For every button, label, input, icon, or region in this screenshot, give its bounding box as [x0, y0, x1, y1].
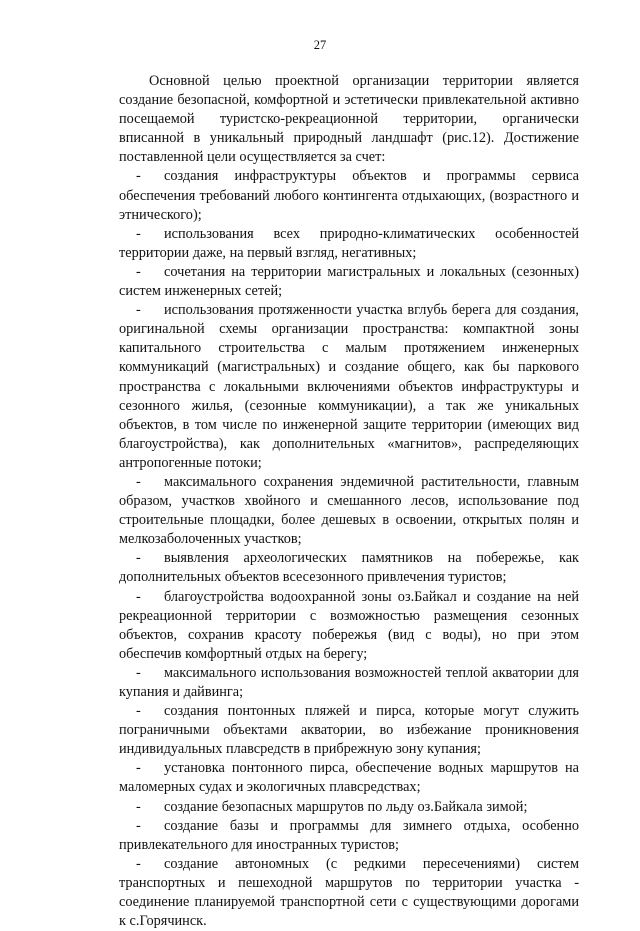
bullet-dash: - — [136, 302, 141, 319]
bullet-dash: - — [136, 703, 141, 720]
bullet-dash: - — [136, 664, 141, 681]
bullet-dash: - — [136, 817, 141, 834]
list-item-text: создание базы и программы для зимнего отдыха, особенно привлекательного для иностранных туристов; — [119, 817, 579, 853]
list-item-text: создание безопасных маршрутов по льду оз.Байкала зимой; — [164, 798, 528, 815]
bullet-dash: - — [136, 855, 141, 872]
list-item-text: создания инфраструктуры объектов и программы сервиса обеспечения требований любого контингента отдыхающих, (возрастного и этнического); — [119, 168, 579, 223]
page-number: 27 — [313, 38, 327, 52]
list-item-text: сочетания на территории магистральных и локальных (сезонных) систем инженерных сетей; — [119, 263, 579, 300]
list-item — [119, 549, 579, 587]
list-item — [119, 167, 579, 224]
list-item-text: использования всех природно-климатических особенностей территории даже, на первый взгляд, негативных; — [119, 225, 579, 261]
bullet-dash: - — [136, 798, 141, 815]
bullet-dash: - — [136, 225, 141, 242]
list-item-text: создания понтонных пляжей и пирса, которые могут служить пограничными объектами акватории, во избежание проникновения индивидуальных плавсредств в прибрежную зону купания; — [119, 703, 579, 758]
list-item — [119, 301, 579, 473]
list-item-text: использования протяженности участка вглубь берега для создания, оригинальной схемы организации пространства: компактной зоны капитального строительства с малым протяжением инженерных коммуникаций (магистральных) и создание общего, как бы паркового пространства с локальными включениями объектов инфраструктуры и сезонного жилья, (сезонные коммуникации), а так же уникальных объектов, в том числе по инженерной защите территории (имеющих вид благоустройства), как дополнительных «магнитов», распределяющих антропогенные потоки; — [119, 302, 579, 471]
bullet-dash: - — [136, 263, 141, 280]
bullet-dash: - — [136, 760, 141, 777]
list-item — [119, 798, 579, 817]
bullet-dash: - — [136, 473, 141, 490]
list-item — [119, 588, 579, 664]
list-item — [119, 263, 579, 301]
list-item-text: благоустройства водоохранной зоны оз.Байкал и создание на ней рекреационной территории с возможностью размещения сезонных объектов, сохранив красоту побережья (вид с воды), но при этом обеспечив комфортный отдых на берегу; — [119, 588, 579, 662]
list-item-text: создание автономных (с редкими пересечениями) систем транспортных и пешеходной маршрутов по территории участка - соединение планируемой транспортной сети с существующими дорогами к с.Горячинск. — [119, 855, 579, 930]
list-item — [119, 702, 579, 759]
list-item-text: выявления археологических памятников на побережье, как дополнительных объектов всесезонного привлечения туристов; — [119, 550, 579, 586]
list-item-text: максимального сохранения эндемичной растительности, главным образом, участков хвойного и смешанного лесов, использование под строительные площадки, более дешевых в освоении, открытых полян и мелкозаболоченных участков; — [119, 473, 579, 548]
list-item-text: установка понтонного пирса, обеспечение водных маршрутов на маломерных судах и экологичных плавсредствах; — [119, 760, 579, 796]
list-item — [119, 664, 579, 702]
bullet-dash: - — [136, 168, 141, 185]
bullet-list — [119, 167, 579, 931]
list-item — [119, 855, 579, 931]
list-item — [119, 473, 579, 549]
list-item — [119, 817, 579, 855]
list-item-text: максимального использования возможностей теплой акватории для купания и дайвинга; — [119, 664, 579, 700]
intro-paragraph: Основной целью проектной организации территории является создание безопасной, комфортной и эстетически привлекательной активно посещаемой туристско-рекреационной территории, органически вписанной в уникальный природный ландшафт (рис.12). Достижение поставленной цели осуществляется за счет: — [119, 73, 579, 166]
bullet-dash: - — [136, 588, 141, 605]
body-text — [119, 72, 579, 931]
list-item — [119, 225, 579, 263]
bullet-dash: - — [136, 550, 141, 567]
list-item — [119, 759, 579, 797]
